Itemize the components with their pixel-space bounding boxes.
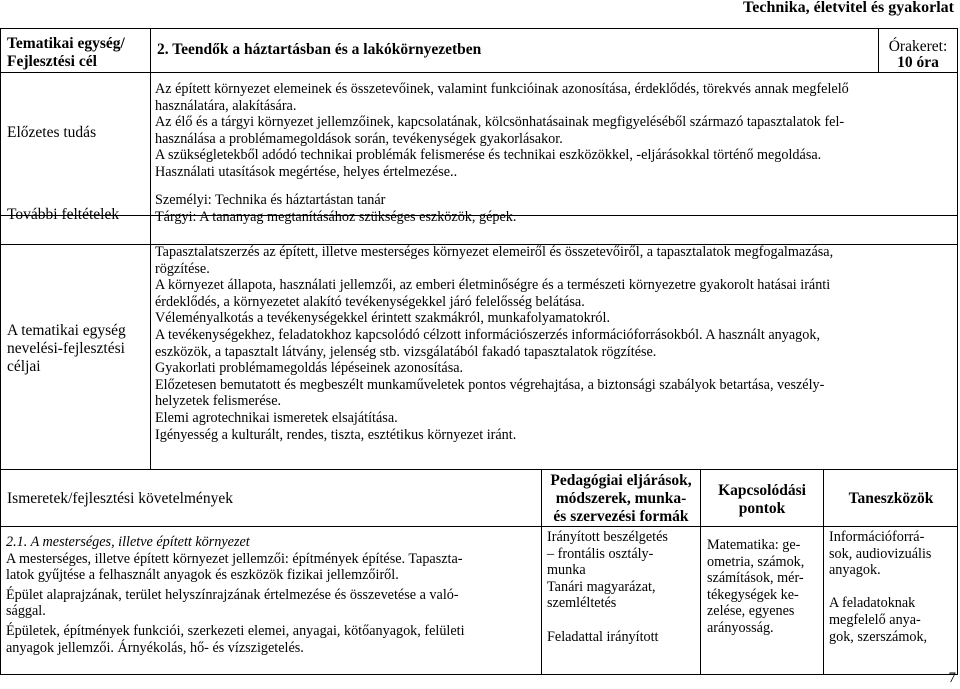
column-header-connections: Kapcsolódási pontok <box>718 482 806 517</box>
column-header-knowledge: Ismeretek/fejlesztési követelmények <box>7 490 233 507</box>
conditions-text: Személyi: Technika és háztartástan tanár Tárgyi: A tananyag megtanításához szükséges eszközök, gépek. <box>155 192 517 225</box>
column-header-tools: Taneszközök <box>848 490 934 507</box>
column-header-methods: Pedagógiai eljárások, módszerek, munka- és szervezési formák <box>550 472 692 525</box>
tools-text: Információforrá- sok, audiovizuális anyagok. A feladatoknak megfelelő anya- gok, szerszámok, <box>829 529 932 645</box>
hours-value: 10 óra <box>897 54 939 71</box>
goals-text: Tapasztalatszerzés az épített, illetve mesterséges környezet elemeiről és összetevőiről, a tapasztalatok megfogalmazása, rögzítése. A környezet állapota, használati jellemzői, az emberi életminőségre és a természeti környezetre gyakorolt hatásai iránti érdeklődés, a környezetet alakító tevékenységekkel járó felelősség belátása. Véleményalkotás a tevékenységekkel érintett szakmákról, munkafolyamatokról. A tevékenységekhez, feladatokhoz kapcsolódó célzott információszerzés információforrásokból. A használt anyagok, eszközök, a tapasztalt látvány, jelenség stb. vizsgálatából fakadó tapasztalatok rögzítése. Gyakorlati problémamegoldás lépéseinek azonosítása. Előzetesen bemutatott és megbeszélt munkaműveletek pontos végrehajtása, a biztonsági szabályok betartása, veszély- helyzetek felismerése. Elemi agrotechnikai ismeretek elsajátítása. Igényesség a kulturált, rendes, tiszta, esztétikus környezet iránt. <box>155 244 834 443</box>
curriculum-table <box>0 28 958 675</box>
knowledge-text: 2.1. A mesterséges, illetve épített környezet A mesterséges, illetve épített környezet jellemzői: építmények építése. Tapaszta- latok gyűjtése a felhasznált anyagok és eszközök fizikai jellemzőiről. Épület alaprajzának, terület helyszínrajzának értelmezése és összevetése a való- sággal. Épületek, építmények funkciói, szerkezeti elemei, anyagai, kötőanyagok, felületi anyagok jellemzői. Árnyékolás, hő- és vízszigetelés. <box>6 534 465 656</box>
label-additional-conditions: További feltételek <box>7 206 120 223</box>
page-number: 7 <box>948 670 956 687</box>
page-header-title: Technika, életvitel és gyakorlat <box>743 0 954 16</box>
methods-text: Irányított beszélgetés – frontális osztály- munka Tanári magyarázat, szemléltetés Feladattal irányított <box>547 529 668 645</box>
label-thematic-unit: Tematikai egység/ Fejlesztési cél <box>7 35 125 70</box>
hours-label: Órakeret: <box>888 38 948 55</box>
label-prior-knowledge: Előzetes tudás <box>7 124 97 141</box>
connections-text: Matematika: ge- ometria, számok, számítások, mér- tékegységek ke- zelése, egyenes arányosság. <box>707 537 805 636</box>
label-goals: A tematikai egység nevelési-fejlesztési céljai <box>7 322 126 375</box>
prior-knowledge-text: Az épített környezet elemeinek és összetevőinek, valamint funkcióinak azonosítása, érdeklődés, törekvés annak megfelelő használatára, alakítására. Az élő és a tárgyi környezet jellemzőinek, kapcsolatának, kölcsönhatásainak megfigyeléséből származó tapasztalatok fel- használása a problémamegoldások során, tevékenységek gyakorlásakor. A szükségletekből adódó technikai problémák felismerése és technikai eszközökkel, -eljárásokkal történő megoldása. Használati utasítások megértése, helyes értelmezése.. <box>155 81 849 180</box>
knowledge-heading: 2.1. A mesterséges, illetve épített környezet <box>6 534 250 550</box>
unit-title: 2. Teendők a háztartásban és a lakókörnyezetben <box>157 41 482 58</box>
